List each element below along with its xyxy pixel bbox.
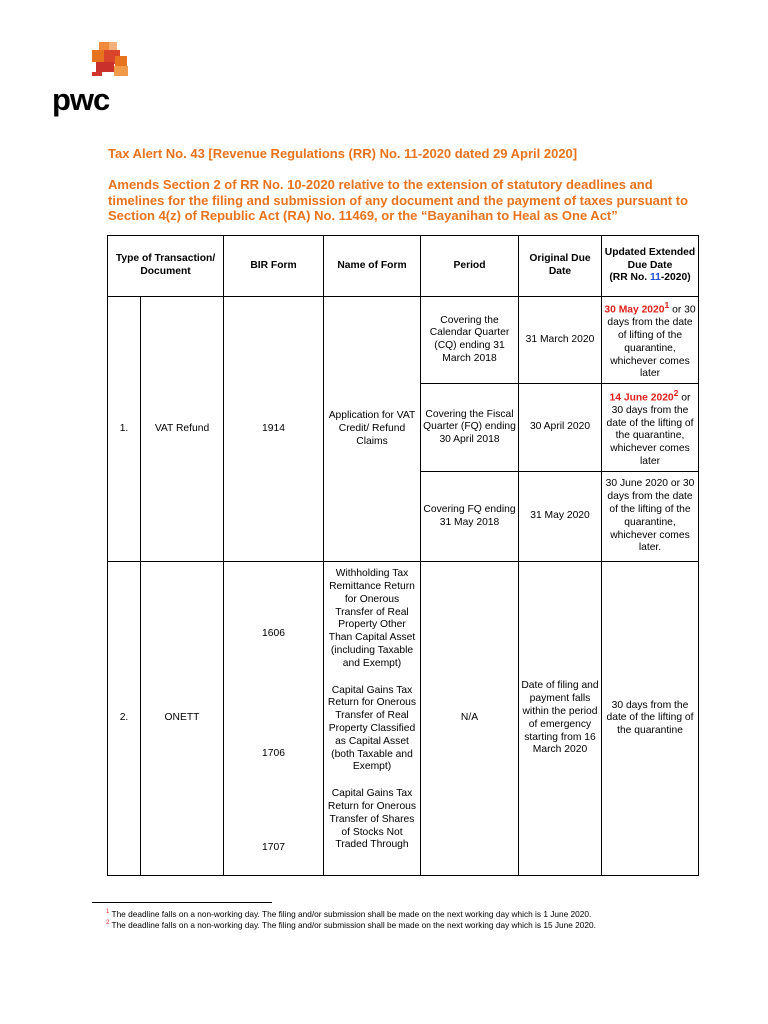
form-name: Capital Gains Tax Return for Onerous Transfer of Shares of Stocks Not Traded Through — [327, 788, 417, 851]
header-period: Period — [421, 236, 519, 297]
amends-subtitle: Amends Section 2 of RR No. 10-2020 relative to the extension of statutory deadlines and timelines for the filing and submission of any document and the payment of taxes pursuant to Section 4(z) of Republic Act (RA) No. 11469, or the “Bayanihan to Heal as One Act” — [108, 177, 689, 223]
header-original-due-date: Original Due Date — [519, 236, 602, 297]
original-due-cell: Date of filing and payment falls within the period of emergency starting from 16 March 2020 — [519, 562, 602, 876]
header-bir-form: BIR Form — [224, 236, 324, 297]
period-cell: N/A — [421, 562, 519, 876]
original-due-cell: 31 May 2020 — [519, 472, 602, 562]
form-name-list — [324, 562, 421, 876]
header-updated-due-date: Updated Extended Due Date (RR No. 11-2020) — [602, 236, 699, 297]
form-name: Withholding Tax Remittance Return for Onerous Transfer of Real Property Other Than Capital Asset (including Taxable and Exempt) — [328, 568, 416, 669]
header-type: Type of Transaction/ Document — [108, 236, 224, 297]
period-cell: Covering the Fiscal Quarter (FQ) ending 30 April 2018 — [421, 384, 519, 472]
bir-form: 1914 — [224, 297, 324, 562]
form-name: Application for VAT Credit/ Refund Claims — [324, 297, 421, 562]
form-name: Capital Gains Tax Return for Onerous Transfer of Real Property Classified as Capital Asset (both Taxable and Exempt) — [327, 684, 417, 773]
table-row — [108, 297, 699, 384]
original-due-cell: 30 April 2020 — [519, 384, 602, 472]
table-row — [108, 562, 699, 876]
rr-number: 11 — [649, 272, 661, 284]
tax-alert-title: Tax Alert No. 43 [Revenue Regulations (RR) No. 11-2020 dated 29 April 2020] — [108, 146, 578, 161]
row-number: 1. — [108, 297, 141, 562]
updated-due-cell: 30 May 2020$^1$ or 30 days from the date of lifting of the quarantine, whichever comes later — [602, 297, 699, 384]
bir-form: 1707 — [262, 842, 285, 854]
bir-form: 1706 — [262, 748, 285, 760]
extended-deadline: 30 May 2020 — [604, 304, 665, 316]
footnote-ref: 2 — [673, 387, 679, 398]
row-number: 2. — [108, 562, 141, 876]
period-cell: Covering the Calendar Quarter (CQ) ending 31 March 2018 — [421, 297, 519, 384]
original-due-cell: 31 March 2020 — [519, 297, 602, 384]
footnote-divider — [92, 902, 272, 903]
extended-deadline: 14 June 2020 — [609, 392, 674, 404]
pwc-logo-text: pwc — [52, 82, 110, 117]
table-header-row — [108, 236, 699, 297]
footnote-ref: 1 — [664, 300, 670, 310]
period-cell: Covering FQ ending 31 May 2018 — [421, 472, 519, 562]
footnote-2: $^2$ The deadline falls on a non-working day. The filing and/or submission shall be made on the next working day which is 15 June 2020. — [106, 920, 596, 930]
bir-form-list — [224, 562, 324, 876]
deadline-extension-table — [107, 235, 699, 876]
bir-form: 1606 — [262, 628, 285, 640]
updated-due-cell: 14 June 2020$^2$ or 30 days from the date of the lifting of the quarantine, whichever comes later — [602, 384, 699, 472]
footnote-1: $^1$ The deadline falls on a non-working day. The filing and/or submission shall be made on the next working day which is 1 June 2020. — [106, 909, 592, 919]
updated-due-cell: 30 days from the date of the lifting of the quarantine — [602, 562, 699, 876]
transaction-type: VAT Refund — [141, 297, 224, 562]
updated-due-cell: 30 June 2020 or 30 days from the date of the lifting of the quarantine, whichever comes later. — [602, 472, 699, 562]
header-name-of-form: Name of Form — [324, 236, 421, 297]
transaction-type: ONETT — [141, 562, 224, 876]
